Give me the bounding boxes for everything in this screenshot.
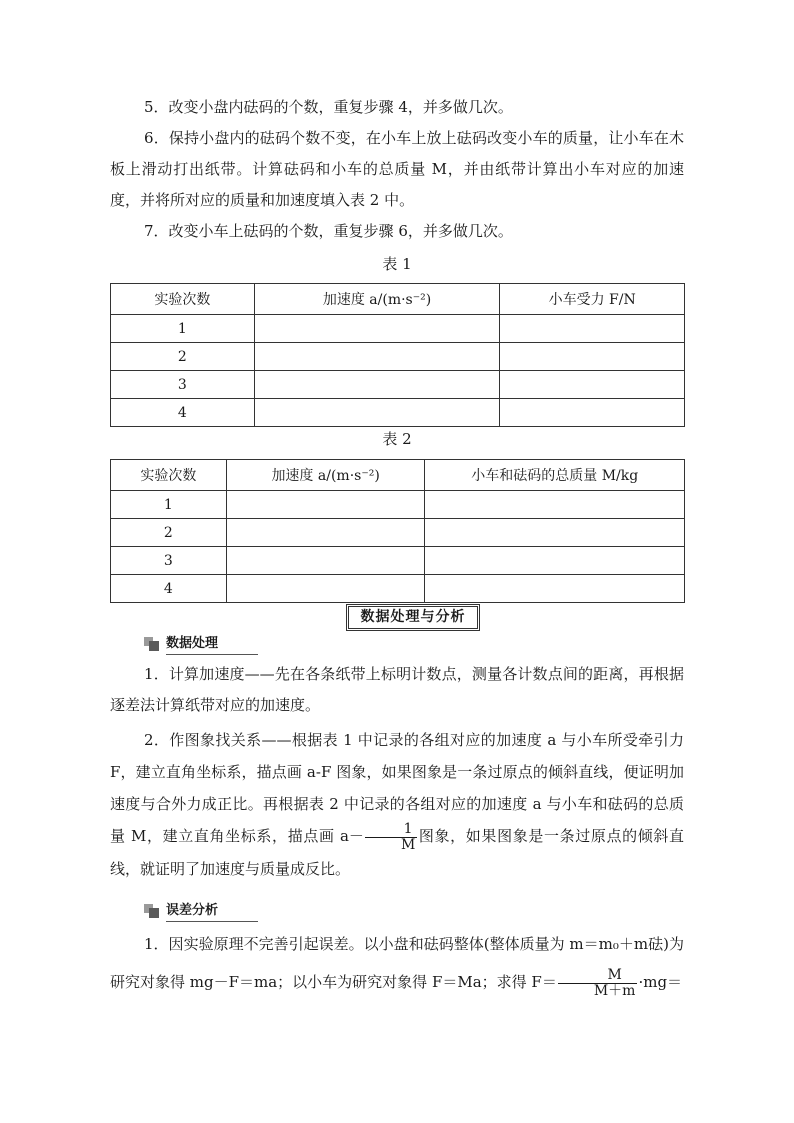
empty-cell [500,315,685,343]
empty-cell [226,519,425,547]
error-heading [144,901,258,921]
processing-item-2-text-end: 图象，如果图象是一条过原点的倾斜直线，就证明了加速度与质量成反比。 [110,827,684,878]
table-row [111,519,685,547]
processing-heading-label: 数据处理 [166,634,258,655]
table-2-header-cell: 加速度 a/(m·s⁻²) [226,460,425,491]
fraction-denominator: M＋m [593,982,636,999]
processing-item-2-text: 2．作图象找关系——根据表 1 中记录的各组对应的加速度 a 与小车所受牵引力 F，建立直角坐标系，描点画 a-F 图象，如果图象是一条过原点的倾斜直线，便证明加速度与合外力成正比。再根据表 2 中记录的各组对应的加速度 a 与小车和砝码的总质量 M，建立直角坐标系，描点画 a－ [110,731,684,845]
empty-cell [226,547,425,575]
table-1 [110,283,685,427]
error-heading-label: 误差分析 [166,901,258,922]
table-2-header-cell: 实验次数 [111,460,227,491]
square-bullet-icon [144,637,160,651]
row-number-cell: 1 [111,491,227,519]
row-number-cell: 3 [111,547,227,575]
empty-cell [500,343,685,371]
processing-heading [144,634,258,654]
fraction-m-over-m-plus-m [558,968,638,999]
table-row [111,315,685,343]
processing-item-2 [110,724,684,885]
table-1-header-row [111,284,685,315]
empty-cell [226,491,425,519]
table-row [111,575,685,603]
empty-cell [425,491,685,519]
square-bullet-icon [144,904,160,918]
empty-cell [254,315,500,343]
fraction-numerator: 1 [365,822,417,838]
step-5-text: 5．改变小盘内砝码的个数，重复步骤 4，并多做几次。 [144,98,513,116]
empty-cell [500,371,685,399]
row-number-cell: 4 [111,399,255,427]
row-number-cell: 4 [111,575,227,603]
table-1-header-cell: 加速度 a/(m·s⁻²) [254,284,500,315]
fraction-denominator: M [400,836,416,853]
row-number-cell: 2 [111,343,255,371]
table-1-header-cell: 实验次数 [111,284,255,315]
empty-cell [500,399,685,427]
table-row [111,371,685,399]
row-number-cell: 2 [111,519,227,547]
row-number-cell: 3 [111,371,255,399]
empty-cell [254,343,500,371]
empty-cell [425,547,685,575]
step-7-text: 7．改变小车上砝码的个数，重复步骤 6，并多做几次。 [144,222,513,240]
table-row [111,491,685,519]
row-number-cell: 1 [111,315,255,343]
table-row [111,547,685,575]
empty-cell [226,575,425,603]
error-item-1-text-end: ·mg＝ [638,973,683,991]
table-2-header-row [111,460,685,491]
error-item-1 [110,925,684,1001]
step-6-text: 6．保持小盘内的砝码个数不变，在小车上放上砝码改变小车的质量，让小车在木板上滑动打出纸带。计算砝码和小车的总质量 M，并由纸带计算出小车对应的加速度，并将所对应的质量和加速度填入表 2 中。 [110,129,684,209]
table-1-caption: 表 1 [382,255,412,273]
empty-cell [254,371,500,399]
table-2 [110,459,685,603]
table-2-caption: 表 2 [382,430,412,448]
empty-cell [425,519,685,547]
table-1-header-cell: 小车受力 F/N [500,284,685,315]
table-2-header-cell: 小车和砝码的总质量 M/kg [425,460,685,491]
error-item-1-text: 1．因实验原理不完善引起误差。以小盘和砝码整体(整体质量为 m＝m₀＋m砝)为研究对象得 mg－F＝ma；以小车为研究对象得 F＝Ma；求得 F＝ [110,935,684,991]
processing-item-1: 1．计算加速度——先在各条纸带上标明计数点，测量各计数点间的距离，再根据逐差法计算纸带对应的加速度。 [110,665,684,714]
section-title: 数据处理与分析 [348,606,478,629]
empty-cell [254,399,500,427]
fraction-numerator: M [558,968,638,984]
table-row [111,343,685,371]
empty-cell [425,575,685,603]
table-row [111,399,685,427]
fraction-one-over-m [365,822,417,853]
